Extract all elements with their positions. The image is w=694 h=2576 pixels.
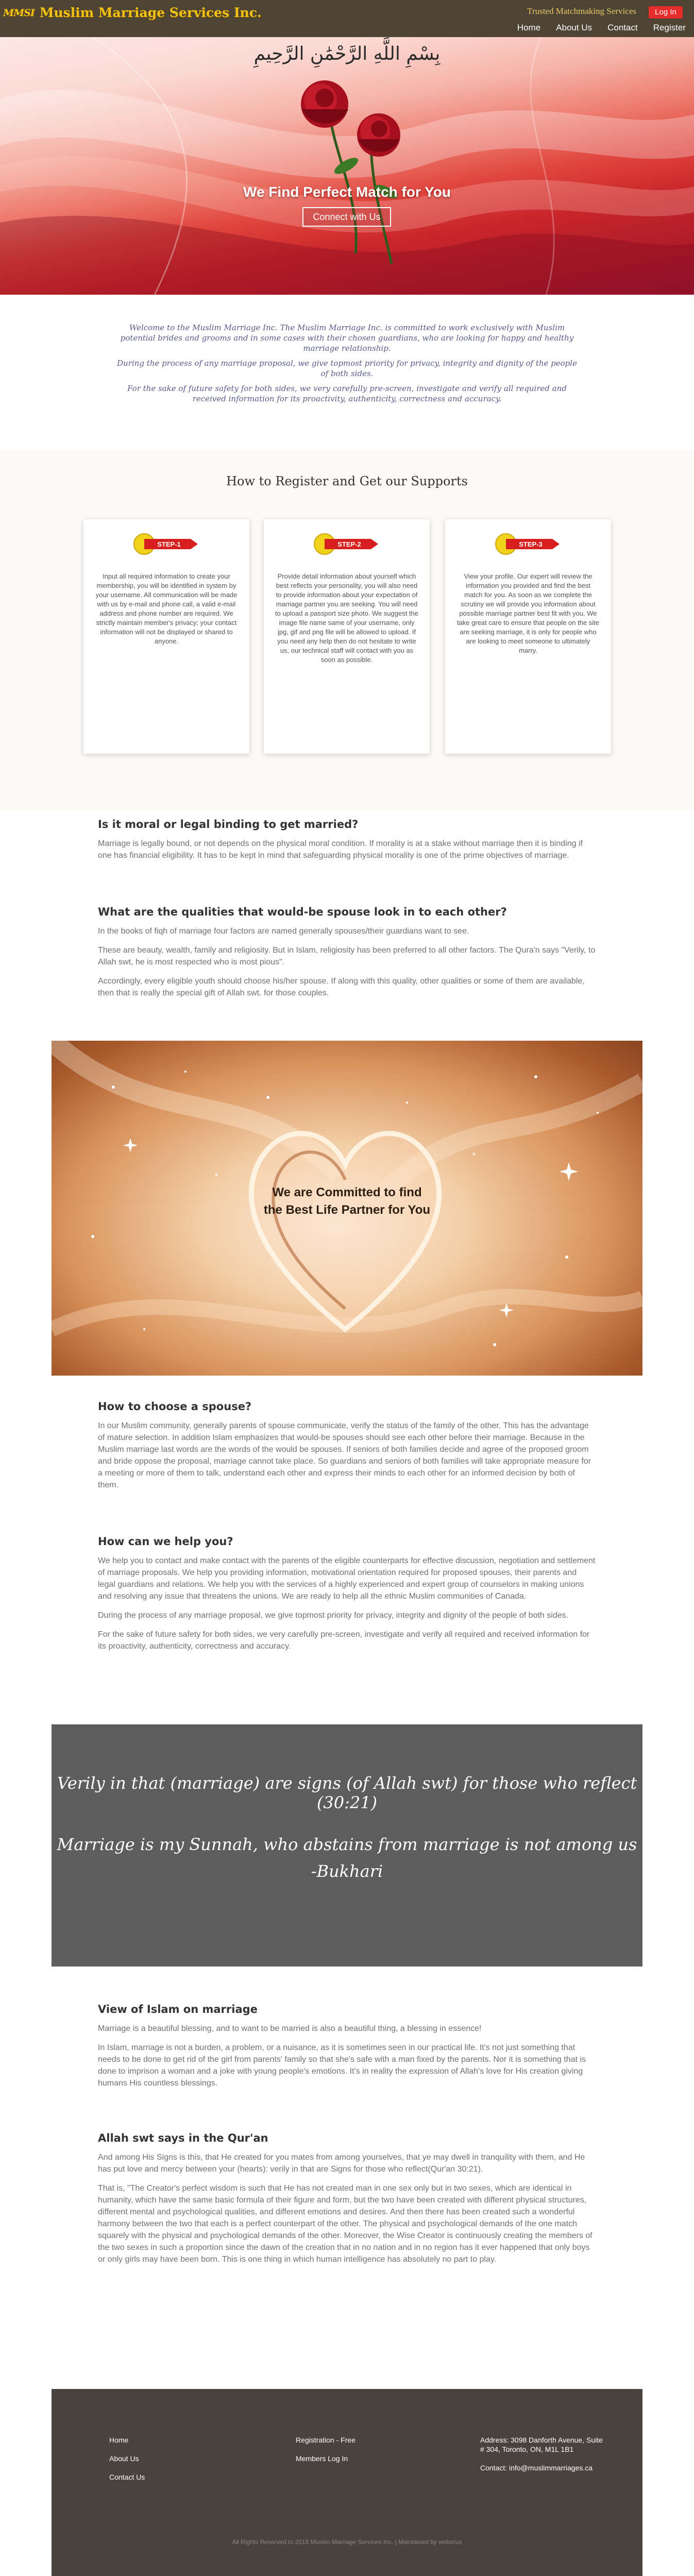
step-description: Input all required information to create your membership, you will be identified in system by your username. All communication will be made with us by e-mail and phone call, a valid e-mail address and phone number are required. We strictly maintain member's privacy; your contact information will not be displayed or shared to anyone.	[95, 572, 238, 645]
section-paragraph: During the process of any marriage proposal, we give topmost priority for privacy, integrity and dignity of the people of both sides.	[98, 1611, 569, 1620]
step-description: Provide detail information about yourself which best reflects your personality, you will also need to provide information about your expectation of marriage partner you are seeking. You will need to upload a passport size photo. We suggest the image file name same of your username, only jpg, gif and png file will be allowed to upload. If you need any help then do not hesitate to write us, our technical staff will contact with you as soon as possible.	[275, 572, 418, 664]
step-badge-icon	[133, 533, 200, 555]
footer-link-about[interactable]: About Us	[109, 2454, 139, 2463]
commitment-line: the Best Life Partner for You	[263, 1203, 431, 1217]
copyright: All Rights Reserved to 2015 Muslim Marriage Services Inc. | Maintained by weborus	[232, 2538, 462, 2546]
footer-email[interactable]: Contact: info@muslimmarriages.ca	[480, 2464, 593, 2472]
quran-quote: Verily in that (marriage) are signs (of Allah swt) for those who reflect (30:21)	[57, 1773, 637, 1812]
footer-address: Address: 3098 Danforth Avenue, Suite # 304, Toronto, ON, M1L 1B1	[480, 2436, 603, 2453]
nav-about[interactable]: About Us	[556, 23, 593, 32]
register-heading: How to Register and Get our Supports	[226, 474, 468, 488]
welcome-paragraph: Welcome to the Muslim Marriage Inc. The Muslim Marriage Inc. is committed to work exclusively with Muslim potential brides and grooms and in some cases with their chosen guardians, who are looking for happy and healthy marriage relationship.	[120, 323, 574, 353]
commitment-text	[52, 1184, 642, 1219]
section-paragraph: For the sake of future safety for both sides, we very carefully pre-screen, investigate and verify all required and received information for its proactivity, authenticity, correctness and accuracy.	[98, 1630, 590, 1651]
section-paragraph: These are beauty, wealth, family and religiosity. But in Islam, religiosity has been preferred to all other factors. The Qura'n says "Verily, to Allah swt, he is most respected who is most pious".	[98, 946, 596, 967]
section-paragraph: Marriage is legally bound, or not depends on the physical moral condition. If morality is at a stake without marriage then it is binding if one has financial eligibility. It has to be kept in mind that safeguarding physical morality is one of the prime objectives of marriage.	[98, 839, 583, 860]
rose-left	[301, 80, 348, 128]
faq-moral-binding	[98, 818, 596, 869]
commitment-line: We are Committed to find	[272, 1185, 422, 1199]
step-card-2	[264, 519, 430, 754]
register-section	[0, 449, 694, 810]
section-heading: Is it moral or legal binding to get married?	[98, 818, 359, 831]
section-heading: How to choose a spouse?	[98, 1400, 252, 1413]
section-paragraph: In our Muslim community, generally parents of spouse communicate, verify the status of the family of the other. This has the advantage of mature selection. In addition Islam emphasizes that would-be spouses should see each other before their marriage. Because in the Muslim marriage last words are the words of the would be spouses. If seniors of both families decide and agree of the proposed groom and bride oppose the proposal, marriage cannot take place. So guardians and seniors of both families will take appropriate measure for a meeting or more of them to talk, understand each other and express their minds to each other for an informed decision by both of them.	[98, 1421, 591, 1489]
footer-account-links	[296, 2435, 356, 2472]
logo-text: Muslim Marriage Services Inc.	[39, 5, 262, 20]
step-badge-icon	[495, 533, 562, 555]
hadith-text: Marriage is my Sunnah, who abstains from marriage is not among us	[57, 1835, 637, 1854]
section-paragraph: That is, "The Creator's perfect wisdom is such that He has not created man in one sex only but in two sexes, which are identical in humanity, which have the same basic formula of their figure and form, but the two have been created with different physical structures, different mental and psychological qualities, and different emotions and desires. And then there has been created such a wonderful harmony between the two that each is a perfect counterpart of the other. The physical and psychological demands of the one match squarely with the physical and psychological demands of the other. Moreover, the Wise Creator is continuously creating the members of the two sexes in such a proportion since the dawn of the creation that in no nation and in no region has it ever happened that only boys or only girls may have been born. This is one thing in which human intelligence has absolutely no part to play.	[98, 2184, 593, 2264]
section-heading: What are the qualities that would-be spouse look in to each other?	[98, 906, 507, 918]
welcome-paragraph: During the process of any marriage proposal, we give topmost priority for privacy, integrity and dignity of the people of both sides.	[117, 359, 577, 378]
footer-link-login[interactable]: Members Log In	[296, 2454, 348, 2463]
nav-home[interactable]: Home	[517, 23, 541, 32]
section-paragraph: In Islam, marriage is not a burden, a problem, or a nuisance, as it is sometimes seen in our practical life. It's not just something that needs to be done to get rid of the girl from parents' family so that she's safe with a man fixed by the parents. Nor it is something that is done to imprison a woman and a joke with young people's emotions. It's in reality the expression of Allah's love for His creation giving humans His countless blessings.	[98, 2043, 586, 2088]
logo-mark: MMSI	[3, 7, 35, 19]
hero-banner	[0, 37, 694, 295]
nav-contact[interactable]: Contact	[607, 23, 638, 32]
quran-says	[98, 2132, 596, 2273]
commitment-banner	[52, 1041, 642, 1376]
step-card-3	[445, 519, 611, 754]
section-heading: View of Islam on marriage	[98, 2003, 258, 2015]
footer-link-home[interactable]: Home	[109, 2436, 129, 2444]
bismillah-calligraphy: بِسْمِ اللَّهِ الرَّحْمَٰنِ الرَّحِيمِ	[253, 43, 441, 64]
step-badge-icon	[313, 533, 380, 555]
faq-choose-spouse	[98, 1400, 596, 1498]
step-label: STEP-1	[157, 540, 181, 548]
step-label: STEP-3	[519, 540, 543, 548]
step-card-1	[83, 519, 249, 754]
section-paragraph: We help you to contact and make contact with the parents of the eligible counterparts for effective discussion, negotiation and settlement of marriage proposals. We help you providing information, motivational orientation required for proposed spouses, their parents and legal guardians and relations. We help you with the services of a highly experienced and expert group of counselors in making unions and resolving any issue that threatens the unions. We are ready to help all the ethnic Muslim communities of Canada.	[98, 1556, 596, 1601]
quote-band	[52, 1724, 642, 1967]
welcome-text	[113, 323, 581, 409]
faq-spouse-qualities	[98, 906, 596, 1006]
main-nav	[517, 23, 694, 33]
section-paragraph: And among His Signs is this, that He created for you mates from among yourselves, that ye may dwell in tranquility with them, and He has put love and mercy between your (hearts): verily in that are Signs for those who reflect(Qur'an 30:21).	[98, 2153, 585, 2174]
site-footer	[52, 2389, 642, 2576]
section-heading: Allah swt says in the Qur'an	[98, 2132, 268, 2144]
connect-button[interactable]: Connect with Us	[302, 207, 391, 227]
section-heading: How can we help you?	[98, 1535, 233, 1548]
faq-how-we-help	[98, 1535, 596, 1659]
glass-heart	[251, 1133, 439, 1329]
section-paragraph: In the books of fiqh of marriage four factors are named generally spouses/their guardians want to see.	[98, 927, 469, 936]
hadith-quote	[52, 1831, 642, 1885]
footer-link-contact[interactable]: Contact Us	[109, 2473, 145, 2481]
footer-nav	[109, 2435, 145, 2491]
site-header	[0, 0, 694, 37]
step-description: View your profile. Our expert will review the information you provided and find the best match for you. As soon as we complete the scrutiny we will provide you information about possible marriage partner best fit with you. We take great care to ensure that people on the site are seeking marriage, it is only for people who are looking to meet someone to ultimately marry.	[456, 572, 600, 654]
logo[interactable]	[3, 5, 262, 20]
hero-title: We Find Perfect Match for You	[243, 184, 451, 200]
step-label: STEP-2	[337, 540, 361, 548]
view-of-islam	[98, 2003, 596, 2096]
hero-background-art	[0, 37, 694, 295]
section-paragraph: Accordingly, every eligible youth should choose his/her spouse. If along with this quality, other qualities or some of them are available, then that is really the special gift of Allah swt. for those couples.	[98, 977, 585, 997]
hadith-source: -Bukhari	[311, 1861, 383, 1881]
welcome-paragraph: For the sake of future safety for both sides, we very carefully pre-screen, investigate and verify all required and received information for its proactivity, authenticity, correctness and accuracy.	[127, 384, 567, 403]
footer-contact-info	[480, 2435, 604, 2482]
footer-link-registration[interactable]: Registration - Free	[296, 2436, 356, 2444]
rose-right	[357, 113, 400, 157]
section-paragraph: Marriage is a beautiful blessing, and to want to be married is also a beautiful thing, a blessing in essence!	[98, 2024, 482, 2033]
nav-register[interactable]: Register	[653, 23, 686, 32]
login-button[interactable]: Log In	[649, 6, 683, 19]
tagline: Trusted Matchmaking Services	[527, 6, 636, 16]
